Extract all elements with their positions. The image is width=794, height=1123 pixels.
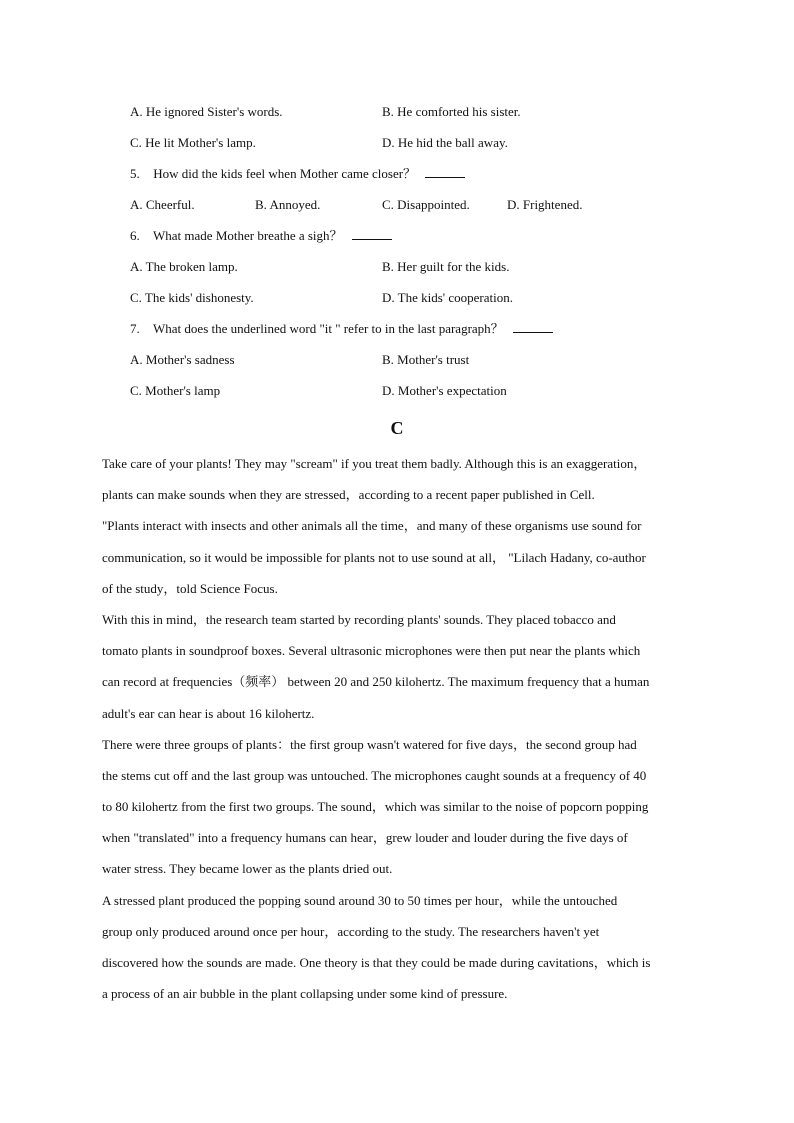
passage-line: to 80 kilohertz from the first two groups. The sound，which was similar to the noise of popcorn popping [102,799,649,815]
q6-option-c: C. The kids' dishonesty. [130,290,254,305]
q4-option-a: A. He ignored Sister's words. [130,104,283,119]
passage-line: Take care of your plants! They may "scream" if you treat them badly. Although this is an exaggeration， [102,456,647,471]
passage-line: when "translated" into a frequency humans can hear，grew louder and louder during the five days of [102,830,628,846]
q6-stem-row [130,224,690,255]
q6-option-b: B. Her guilt for the kids. [382,259,510,274]
passage-line: There were three groups of plants：the first group wasn't watered for five days，the second group had [102,736,637,752]
q7-option-a: A. Mother's sadness [130,352,235,367]
reading-passage [102,452,694,1013]
q5-number: 5. [130,166,140,181]
q4-option-c: C. He lit Mother's lamp. [130,135,256,150]
q5-text: How did the kids feel when Mother came closer？ [153,166,417,181]
passage-line: A stressed plant produced the popping sound around 30 to 50 times per hour，while the untouched [102,892,618,908]
q6-options-row-2 [130,286,690,317]
passage-line: group only produced around once per hour，according to the study. The researchers haven't yet [102,923,600,939]
q6-answer-blank [352,226,392,240]
passage-line: "Plants interact with insects and other animals all the time，and many of these organisms use sound for [102,518,642,534]
q7-option-b: B. Mother's trust [382,352,470,367]
passage-line: water stress. They became lower as the plants dried out. [102,861,393,877]
q7-stem-row [130,317,690,348]
passage-line: a process of an air bubble in the plant collapsing under some kind of pressure. [102,986,508,1002]
q4-option-d: D. He hid the ball away. [382,135,508,150]
q5-option-d: D. Frightened. [507,197,583,212]
q5-stem-row [130,162,690,193]
q7-option-c: C. Mother's lamp [130,383,221,398]
q7-options-row-2 [130,379,690,410]
q6-text: What made Mother breathe a sigh？ [153,228,343,243]
q5-options-row [130,193,690,224]
q4-options-row-2 [130,131,690,162]
question-block [130,100,690,410]
q7-text: What does the underlined word "it " refer to in the last paragraph？ [153,321,504,336]
section-title: C [390,418,404,438]
passage-line: communication, so it would be impossible for plants not to use sound at all， "Lilach Hadany, co-author [102,549,646,565]
q5-answer-blank [425,164,465,178]
q4-options-row-1 [130,100,690,131]
q4-option-b: B. He comforted his sister. [382,104,521,119]
q7-number: 7. [130,321,140,336]
q6-options-row-1 [130,255,690,286]
q6-number: 6. [130,228,140,243]
q5-option-a: A. Cheerful. [130,197,195,212]
passage-line: discovered how the sounds are made. One theory is that they could be made during cavitations，which is [102,955,651,970]
q5-option-b: B. Annoyed. [255,197,321,212]
q7-options-row-1 [130,348,690,379]
passage-line: tomato plants in soundproof boxes. Several ultrasonic microphones were then put near the plants which [102,643,641,659]
q5-option-c: C. Disappointed. [382,197,470,212]
passage-line: plants can make sounds when they are stressed，according to a recent paper published in Cell. [102,487,595,503]
passage-line: can record at frequencies（频率） between 20 and 250 kilohertz. The maximum frequency that a human [102,674,650,690]
passage-line: With this in mind，the research team started by recording plants' sounds. They placed tobacco and [102,611,616,627]
q5-stem [130,162,465,186]
q7-stem [130,317,553,341]
q6-stem [130,224,392,248]
passage-line: the stems cut off and the last group was untouched. The microphones caught sounds at a frequency of 40 [102,767,647,783]
q7-answer-blank [513,319,553,333]
q6-option-d: D. The kids' cooperation. [382,290,513,305]
q7-option-d: D. Mother's expectation [382,383,507,398]
passage-line: adult's ear can hear is about 16 kilohertz. [102,705,315,721]
q6-option-a: A. The broken lamp. [130,259,238,274]
passage-line: of the study，told Science Focus. [102,580,278,596]
